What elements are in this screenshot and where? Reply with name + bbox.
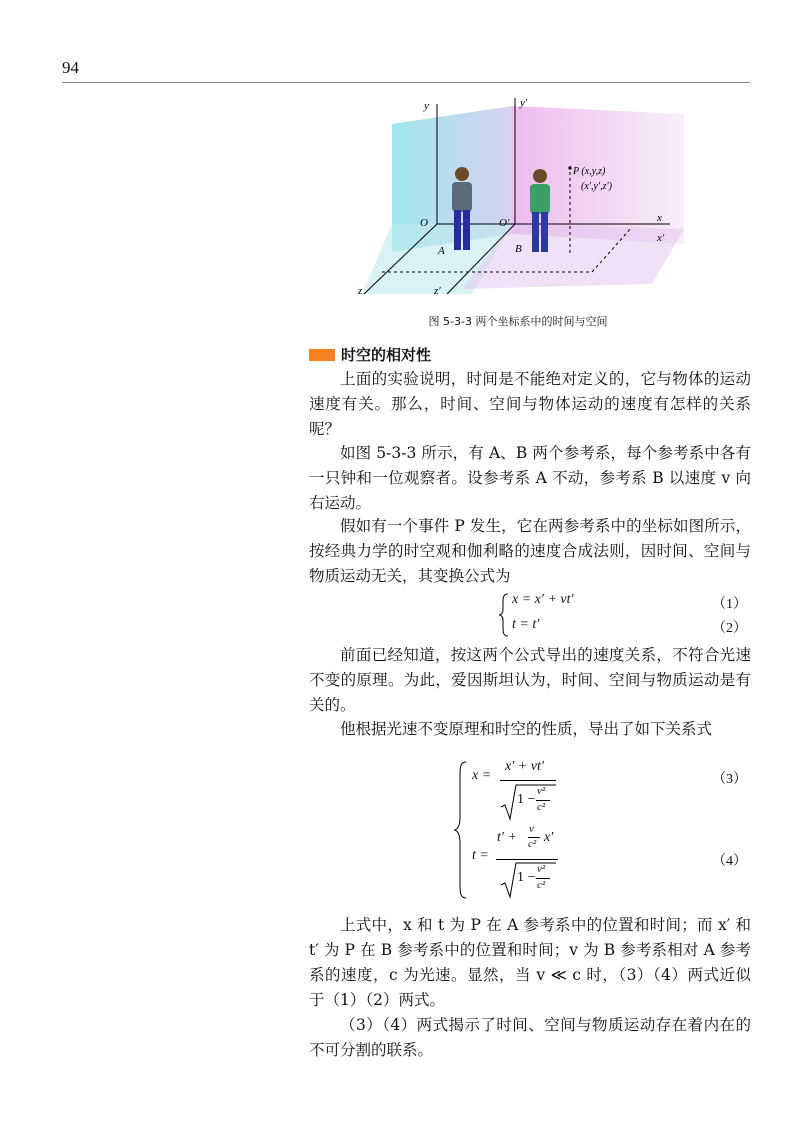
label-p-coords: P (x,y,z) xyxy=(573,166,606,177)
equation-2: t = t′ xyxy=(512,617,540,632)
equation-3-lhs: x = xyxy=(472,768,492,783)
equation-3-v2: v² xyxy=(537,785,546,797)
equation-4-one-minus: 1 − xyxy=(517,870,536,885)
equation-3-fraction-bar xyxy=(500,780,556,781)
label-o: O xyxy=(420,217,428,229)
paragraph-5: 他根据光速不变原理和时空的性质，导出了如下关系式 xyxy=(340,720,713,738)
equation-4-v: v xyxy=(529,823,534,835)
equation-2-number: （2） xyxy=(712,621,747,636)
label-x-prime: x′ xyxy=(657,232,665,244)
paragraph-1: 上面的实验说明，时间是不能绝对定义的，它与物体的运动速度有关。那么，时间、空间与物体运动的速度有怎样的关系呢？ xyxy=(309,370,751,438)
paragraph-3: 假如有一个事件 P 发生，它在两参考系中的坐标如图所示，按经典力学的时空观和伽利略的速度合成法则，因时间、空间与物质运动无关，其变换公式为 xyxy=(309,517,751,585)
equation-4-v2: v² xyxy=(537,863,546,875)
equation-4-numerator-b: x′ xyxy=(544,830,554,845)
label-o-prime: O′ xyxy=(499,217,510,229)
point-p xyxy=(568,166,571,169)
label-p-coords-prime: (x′,y′,z′) xyxy=(581,181,612,192)
equation-4-lhs: t = xyxy=(472,848,489,863)
label-y-prime: y′ xyxy=(520,97,528,109)
section-title-text: 时空的相对性 xyxy=(341,346,432,364)
paragraph-4: 前面已经知道，按这两个公式导出的速度关系，不符合光速不变的原理。为此，爱因斯坦认为，时间、空间与物质运动是有关的。 xyxy=(309,646,751,714)
label-z: z xyxy=(358,285,363,297)
section-title xyxy=(309,344,431,365)
equation-1: x = x′ + vt′ xyxy=(512,592,574,607)
section-marker xyxy=(309,349,335,361)
equation-1-number: （1） xyxy=(712,597,747,612)
equation-3-one-minus: 1 − xyxy=(517,792,536,807)
equation-4-number: （4） xyxy=(712,854,747,869)
label-b: B xyxy=(515,243,522,255)
figure-illustration xyxy=(352,94,684,306)
equation-3-number: （3） xyxy=(712,772,747,787)
equation-4-fraction-bar xyxy=(496,859,558,860)
equation-3-c2: c² xyxy=(537,801,546,813)
paragraph-2: 如图 5-3-3 所示，有 A、B 两个参考系，每个参考系中各有一只钟和一位观察者。设参考系 A 不动，参考系 B 以速度 v 向右运动。 xyxy=(309,444,751,512)
label-y: y xyxy=(424,100,429,112)
equation-4-c2: c² xyxy=(537,879,546,891)
paragraph-7: （3）（4）两式揭示了时间、空间与物质运动存在着内在的不可分割的联系。 xyxy=(309,1016,751,1059)
brace-1-2 xyxy=(498,592,510,638)
equation-3-numerator: x′ + vt′ xyxy=(505,759,544,774)
label-z-prime: z′ xyxy=(434,285,441,297)
label-a: A xyxy=(438,245,445,257)
equation-4-numerator-a: t′ + xyxy=(497,830,517,845)
figure-caption: 图 5-3-3 两个坐标系中的时间与空间 xyxy=(428,315,608,328)
page-number: 94 xyxy=(62,58,79,77)
figure-coordinate-systems xyxy=(352,94,684,306)
header-rule xyxy=(62,82,750,83)
brace-3-4 xyxy=(452,760,468,900)
equation-4-c2-top: c² xyxy=(528,838,537,850)
label-x: x xyxy=(657,212,662,224)
paragraph-6: 上式中，x 和 t 为 P 在 A 参考系中的位置和时间；而 x′ 和 t′ 为 P 在 B 参考系中的位置和时间；v 为 B 参考系相对 A 参考系的速度，c 为光速。显然，当 v ≪ c 时，（3）（4）两式近似于（1）（2）两式。 xyxy=(309,916,751,1009)
